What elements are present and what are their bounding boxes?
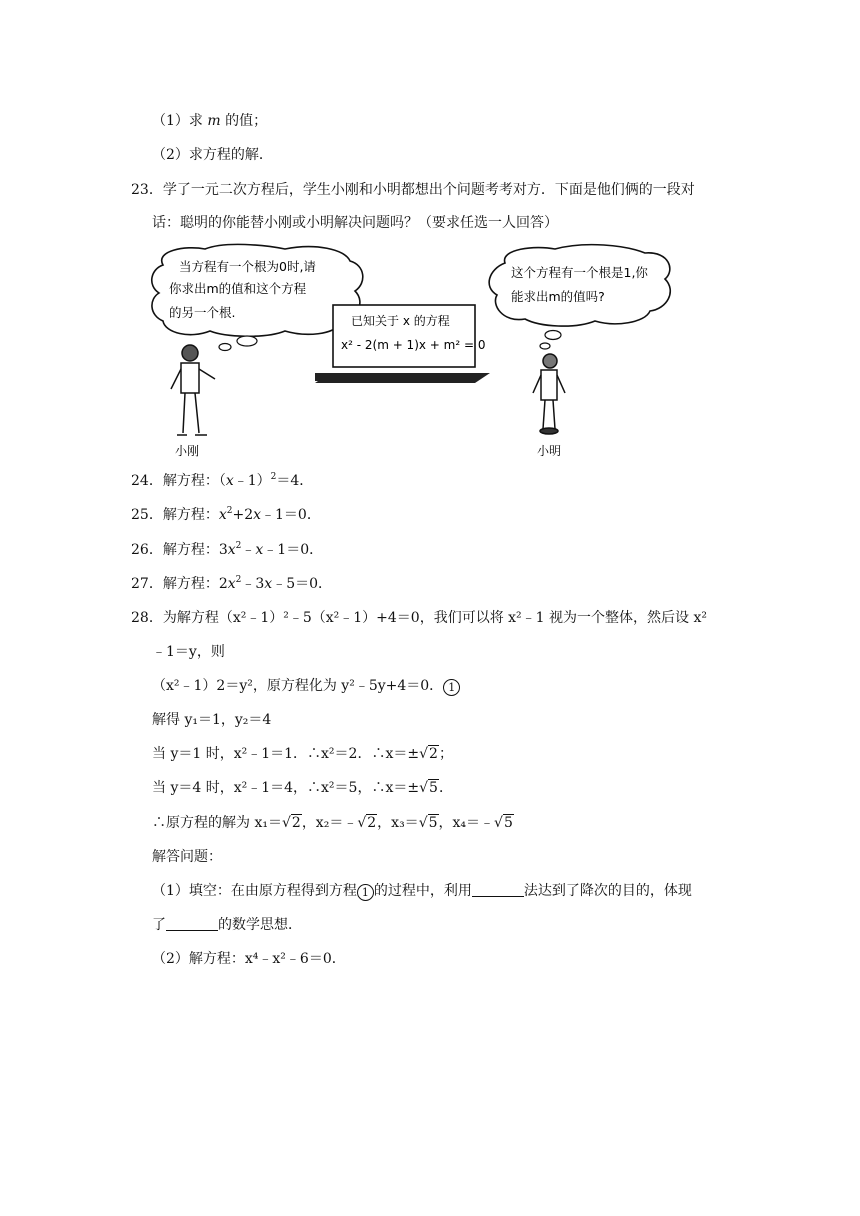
- sqrt5-c: √5: [494, 815, 513, 831]
- q27-exp: 2: [235, 575, 242, 585]
- q28-line6: 当 y＝4 时，x²﹣1＝4，∴x²＝5，∴x＝±√5．: [152, 780, 453, 796]
- q28-line7: ∴原方程的解为 x₁＝√2，x₂＝﹣√2，x₃＝√5，x₄＝﹣√5: [152, 815, 513, 831]
- q26-var-c: x: [255, 542, 264, 558]
- q28-line1: 28．为解方程（x²﹣1）²﹣5（x²﹣1）+4＝0，我们可以将 x²﹣1 视为一个整体，然后设 x²: [131, 610, 707, 626]
- right-bubble-line2: 能求出m的值吗?: [511, 289, 605, 304]
- q24-end: ＝4．: [276, 473, 314, 489]
- xiaogang-label: 小刚: [175, 444, 200, 458]
- q25-end: ﹣1＝0．: [261, 507, 321, 523]
- left-thought-dot-1: [237, 336, 257, 346]
- board-equation: x² - 2(m + 1)x + m² = 0: [341, 338, 486, 352]
- q24-rest: ﹣1）: [233, 473, 271, 489]
- q22-part1-text: （1）求: [152, 113, 203, 129]
- q27-label: 27．解方程：2: [131, 576, 228, 592]
- q28-line9a: （1）填空：在由原方程得到方程: [152, 883, 357, 899]
- q24-label: 24．解方程：（: [131, 473, 226, 489]
- q25: [131, 505, 321, 525]
- q25-var-c: x: [253, 507, 262, 523]
- right-bubble-line1: 这个方程有一个根是1,你: [511, 265, 648, 280]
- left-bubble-line1: 当方程有一个根为0时,请: [179, 259, 316, 274]
- right-thought-bubble: [489, 245, 670, 326]
- q28-line7-text: ∴原方程的解为 x₁＝: [152, 815, 282, 831]
- q28-line4: 解得 y₁＝1，y₂＝4: [152, 712, 272, 728]
- q27-end: ﹣5＝0．: [272, 576, 333, 592]
- q28-line5: 当 y＝1 时，x²﹣1＝1．∴x²＝2．∴x＝±√2；: [152, 746, 453, 762]
- q28-line5-text: 当 y＝1 时，x²﹣1＝1．∴x²＝2．∴x＝±: [152, 746, 420, 762]
- q28-line11: （2）解方程：x⁴﹣x²﹣6＝0．: [152, 951, 346, 967]
- q27-b: ﹣3: [241, 576, 265, 592]
- left-thought-dot-2: [219, 344, 231, 351]
- q23-line2: 话：聪明的你能替小刚或小明解决问题吗？（要求任选一人回答）: [152, 215, 558, 231]
- q22-var-m: m: [207, 113, 221, 129]
- q26-end: ﹣1＝0．: [263, 542, 324, 558]
- q25-b: +2: [232, 507, 254, 523]
- sqrt5-b: √5: [418, 815, 438, 831]
- right-thought-dot-2: [540, 343, 550, 349]
- left-bubble-line3: 的另一个根.: [169, 305, 236, 320]
- q25-exp: 2: [226, 506, 233, 516]
- q28-line9: [152, 881, 692, 901]
- q24-var-x: x: [225, 473, 234, 489]
- q25-label: 25．解方程：: [131, 507, 219, 523]
- q27-var-c: x: [264, 576, 273, 592]
- xiaogang-figure: [171, 345, 215, 435]
- circled-one-ref: 1: [357, 884, 374, 901]
- q28-line10a: 了: [152, 917, 166, 933]
- q26: [131, 540, 323, 560]
- answer-blank-2[interactable]: [166, 916, 218, 931]
- q24-exp: 2: [270, 472, 277, 482]
- q22-part1-end: 的值；: [225, 113, 268, 129]
- q28-line2: ﹣1＝y，则: [152, 644, 225, 660]
- q28-line6-text: 当 y＝4 时，x²﹣1＝4，∴x²＝5，∴x＝±: [152, 780, 420, 796]
- q22-part1: [152, 111, 267, 131]
- left-bubble-line2: 你求出m的值和这个方程: [169, 281, 307, 296]
- xiaoming-figure: [533, 354, 565, 434]
- q24: [131, 471, 313, 491]
- q22-part2: （2）求方程的解．: [152, 147, 273, 163]
- answer-blank-1[interactable]: [472, 882, 524, 897]
- q23-line1: 23．学了一元二次方程后，学生小刚和小明都想出个问题考考对方．下面是他们俩的一段对: [131, 182, 695, 198]
- q28-line10: [152, 915, 302, 935]
- dialogue-illustration: [145, 243, 685, 461]
- q27-var-a: x: [227, 576, 236, 592]
- q26-var-a: x: [227, 542, 236, 558]
- right-thought-dot-1: [545, 331, 561, 340]
- q26-b: ﹣: [241, 542, 256, 558]
- q28-line9c: 法达到了降次的目的，体现: [523, 883, 692, 899]
- q28-line9b: 的过程中，利用: [373, 883, 472, 899]
- q26-exp: 2: [235, 541, 242, 551]
- board-title: 已知关于 x 的方程: [351, 314, 450, 328]
- q28-line10b: 的数学思想．: [218, 917, 302, 933]
- q26-label: 26．解方程：3: [131, 542, 228, 558]
- sqrt2-a: √2: [419, 746, 438, 762]
- sqrt5-a: √5: [419, 780, 438, 796]
- q28-line3-text: （x²﹣1）2＝y²，原方程化为 y²﹣5y+4＝0．: [152, 678, 444, 694]
- board-ledge-base: [315, 373, 475, 381]
- q28-line8: 解答问题：: [152, 849, 222, 865]
- sqrt2-c: √2: [357, 815, 377, 831]
- q25-var-a: x: [218, 507, 227, 523]
- circled-one: 1: [443, 679, 460, 696]
- xiaoming-label: 小明: [537, 444, 562, 458]
- q27: [131, 574, 332, 594]
- q28-line3: [152, 676, 460, 696]
- sqrt2-b: √2: [281, 815, 301, 831]
